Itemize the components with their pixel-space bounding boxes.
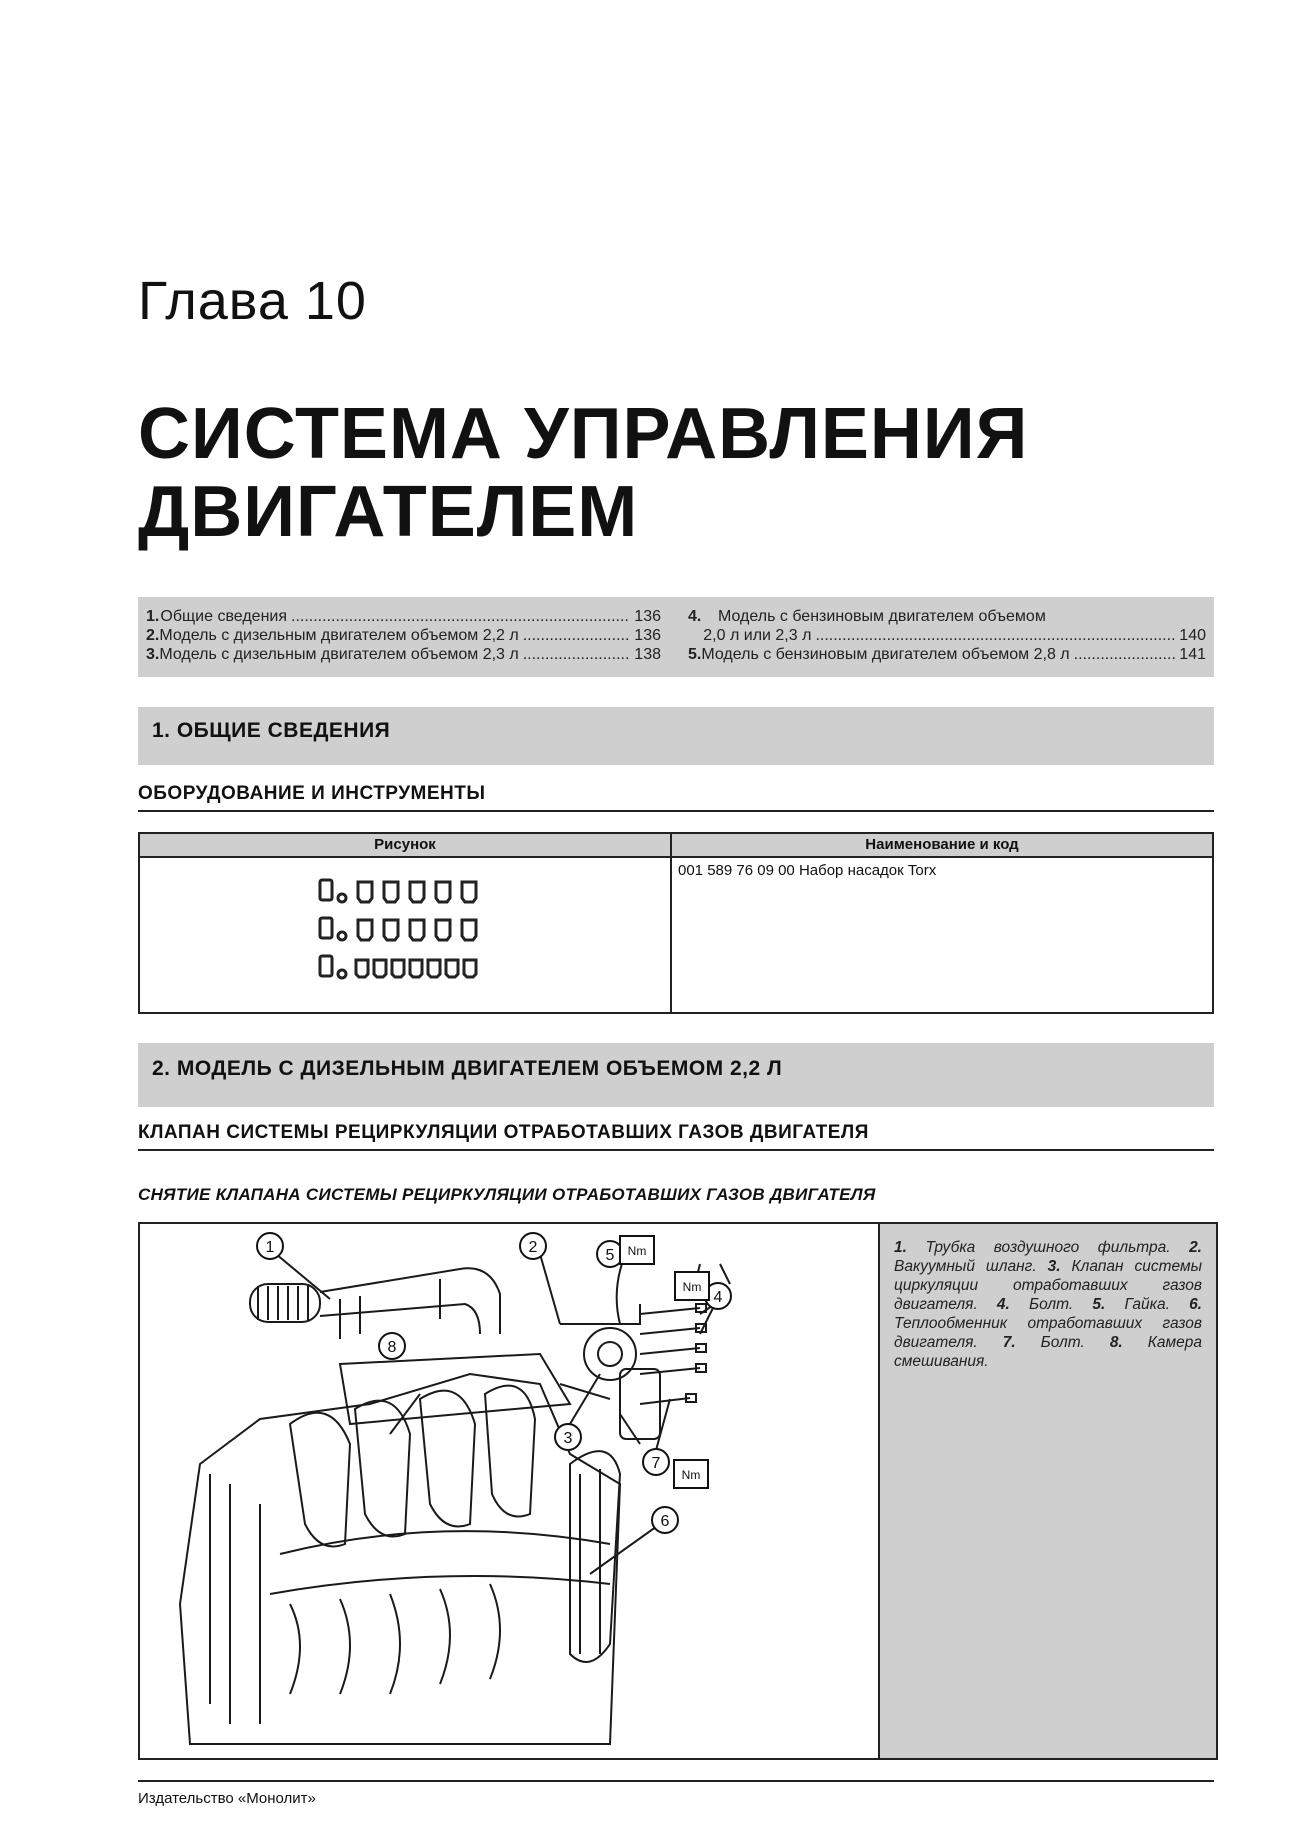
toc-entry[interactable] bbox=[146, 607, 661, 626]
toc-entry-continued[interactable] bbox=[688, 626, 1206, 645]
callout-6 bbox=[652, 1507, 678, 1533]
toc-leader bbox=[815, 626, 1175, 645]
callout-7 bbox=[643, 1449, 669, 1475]
tool-row bbox=[320, 956, 476, 978]
svg-text:Nm: Nm bbox=[627, 1244, 647, 1258]
chapter-title bbox=[138, 395, 1028, 551]
table-col-name bbox=[672, 834, 1212, 1012]
torque-tag bbox=[675, 1272, 709, 1300]
callout-3 bbox=[555, 1424, 581, 1450]
callout-label: 1 bbox=[265, 1239, 275, 1256]
tool-row bbox=[320, 880, 476, 902]
toc-text: Модель с дизельным двигателем объемом 2,2 л bbox=[159, 627, 519, 644]
svg-text:Nm: Nm bbox=[682, 1280, 702, 1294]
toc-page: 141 bbox=[1179, 646, 1206, 663]
engine-egr-diagram bbox=[140, 1224, 876, 1754]
toc-right-column bbox=[688, 607, 1206, 664]
toc-num: 4. bbox=[688, 608, 702, 625]
procedure-heading: СНЯТИЕ КЛАПАНА СИСТЕМЫ РЕЦИРКУЛЯЦИИ ОТРАБОТАВШИХ ГАЗОВ ДВИГАТЕЛЯ bbox=[138, 1185, 876, 1204]
toc-text: Модель с бензиновым двигателем объемом 2,8 л bbox=[701, 646, 1070, 663]
callout-label: 8 bbox=[387, 1339, 397, 1356]
toc-text: Модель с дизельным двигателем объемом 2,3 л bbox=[159, 646, 519, 663]
callout-label: 3 bbox=[563, 1430, 573, 1447]
toc-page: 136 bbox=[634, 608, 661, 625]
tool-row bbox=[320, 918, 476, 940]
toc-entry[interactable] bbox=[146, 645, 661, 664]
callout-label: 7 bbox=[651, 1455, 661, 1472]
figure-box bbox=[138, 1222, 1218, 1760]
callout-label: 4 bbox=[713, 1289, 723, 1306]
legend-text: 1. Трубка воздушного фильтра. 2. Вакуумный шланг. 3. Клапан системы циркуляции отработавших газов двигателя. 4. Болт. 5. Гайка. 6. Теплообменник отработавших газов двигателя. 7. Болт. 8. Камера смешивания. bbox=[894, 1239, 1202, 1370]
svg-text:Nm: Nm bbox=[681, 1468, 701, 1482]
toc-entry[interactable] bbox=[146, 626, 661, 645]
publisher-footer: Издательство «Монолит» bbox=[138, 1790, 316, 1807]
callout-1 bbox=[257, 1233, 283, 1259]
toc-text: Модель с бензиновым двигателем объемом bbox=[718, 608, 1046, 625]
equipment-table bbox=[138, 832, 1214, 1014]
torque-tag bbox=[620, 1236, 654, 1264]
section-band bbox=[138, 707, 1214, 765]
callout-8 bbox=[379, 1333, 405, 1359]
chapter-label: Глава 10 bbox=[138, 271, 367, 331]
toc-leader bbox=[523, 626, 631, 645]
footer-divider bbox=[138, 1780, 1214, 1782]
section-title: 2. МОДЕЛЬ С ДИЗЕЛЬНЫМ ДВИГАТЕЛЕМ ОБЪЕМОМ 2,2 Л bbox=[152, 1057, 783, 1080]
figure-legend bbox=[878, 1224, 1216, 1758]
chapter-title-line1: СИСТЕМА УПРАВЛЕНИЯ bbox=[138, 394, 1029, 474]
table-header: Рисунок bbox=[140, 834, 670, 858]
toc-entry[interactable] bbox=[688, 645, 1206, 664]
torx-bits-set-image bbox=[140, 858, 670, 1008]
section-band bbox=[138, 1043, 1214, 1107]
toc-page: 140 bbox=[1179, 627, 1206, 644]
callout-label: 6 bbox=[660, 1513, 670, 1530]
toc-entry[interactable] bbox=[688, 607, 1206, 626]
toc-num: 2. bbox=[146, 627, 160, 644]
section-title: 1. ОБЩИЕ СВЕДЕНИЯ bbox=[152, 719, 391, 742]
subsection-heading: ОБОРУДОВАНИЕ И ИНСТРУМЕНТЫ bbox=[138, 783, 1214, 812]
toc-left-column bbox=[146, 607, 661, 664]
table-col-figure bbox=[140, 834, 672, 1012]
toc-num: 1. bbox=[146, 608, 160, 625]
chapter-title-line2: ДВИГАТЕЛЕМ bbox=[138, 472, 639, 552]
torque-tag bbox=[674, 1460, 708, 1488]
toc-text: Общие сведения bbox=[160, 608, 287, 625]
subsection-heading: КЛАПАН СИСТЕМЫ РЕЦИРКУЛЯЦИИ ОТРАБОТАВШИХ ГАЗОВ ДВИГАТЕЛЯ bbox=[138, 1122, 1214, 1151]
table-header: Наименование и код bbox=[672, 834, 1212, 858]
table-cell: 001 589 76 09 00 Набор насадок Torx bbox=[678, 862, 937, 879]
toc-leader bbox=[291, 607, 630, 626]
toc-leader bbox=[1074, 645, 1176, 664]
callout-2 bbox=[520, 1233, 546, 1259]
callout-label: 5 bbox=[605, 1247, 615, 1264]
toc-page: 138 bbox=[634, 646, 661, 663]
callout-label: 2 bbox=[528, 1239, 538, 1256]
toc-num: 5. bbox=[688, 646, 702, 663]
toc-text: 2,0 л или 2,3 л bbox=[703, 627, 812, 644]
toc-page: 136 bbox=[634, 627, 661, 644]
table-of-contents bbox=[138, 597, 1214, 677]
toc-leader bbox=[523, 645, 631, 664]
toc-num: 3. bbox=[146, 646, 160, 663]
